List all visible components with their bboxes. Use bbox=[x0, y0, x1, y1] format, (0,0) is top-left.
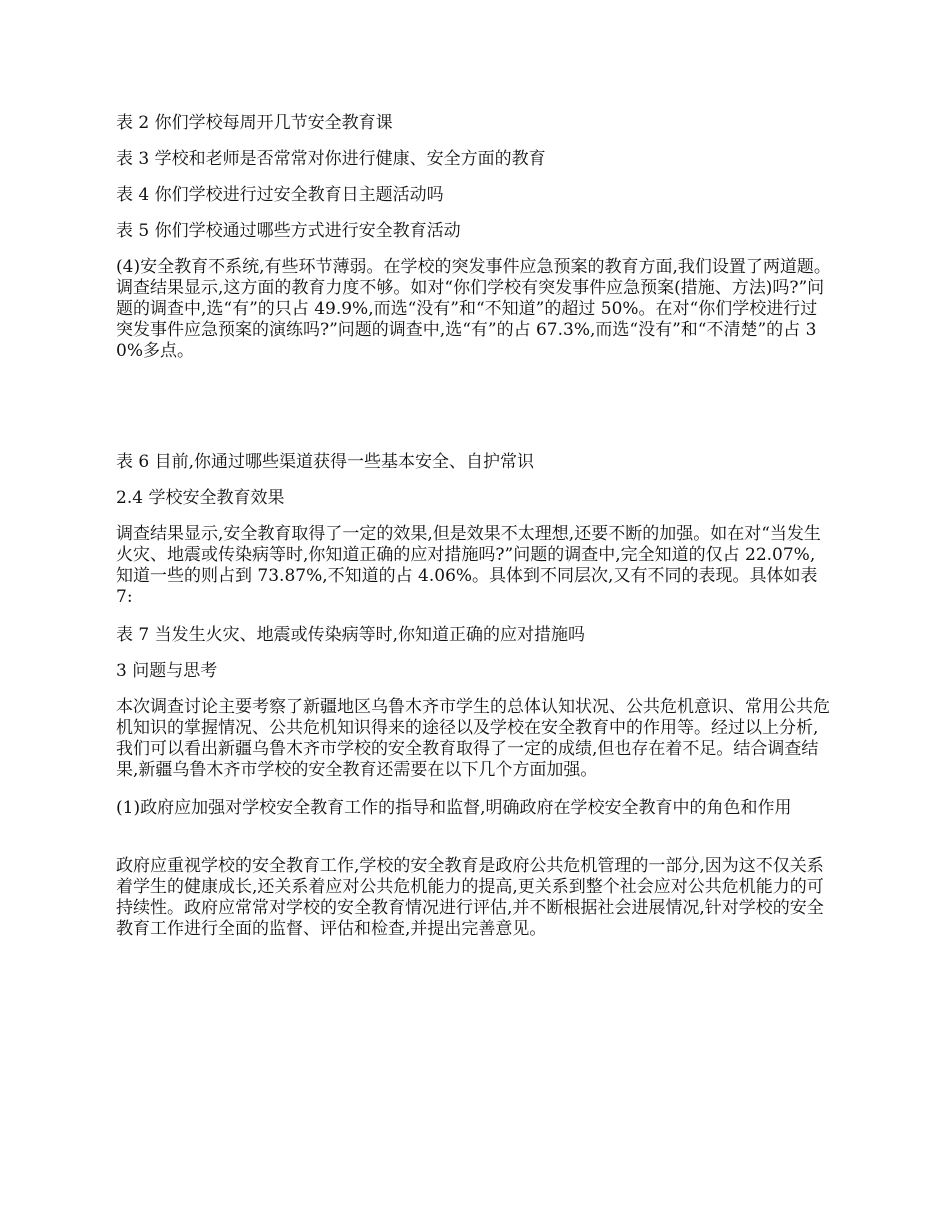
subheading-1: (1)政府应加强对学校安全教育工作的指导和监督,明确政府在学校安全教育中的角色和作用 bbox=[116, 798, 792, 818]
table-caption-4: 表 4 你们学校进行过安全教育日主题活动吗 bbox=[116, 185, 444, 205]
body-paragraph-discussion: 本次调查讨论主要考察了新疆地区乌鲁木齐市学生的总体认知状况、公共危机意识、常用公共危机知识的掌握情况、公共危机知识得来的途径以及学校在安全教育中的作用等。经过以上分析,我们可以看出新疆乌鲁木齐市学校的安全教育取得了一定的成绩,但也存在着不足。结合调查结果,新疆乌鲁木齐市学校的安全教育还需要在以下几个方面加强。 bbox=[116, 697, 830, 780]
table-caption-7: 表 7 当发生火灾、地震或传染病等时,你知道正确的应对措施吗 bbox=[116, 625, 586, 645]
table-caption-6: 表 6 目前,你通过哪些渠道获得一些基本安全、自护常识 bbox=[116, 452, 535, 472]
body-paragraph-4: (4)安全教育不系统,有些环节薄弱。在学校的突发事件应急预案的教育方面,我们设置了两道题。调查结果显示,这方面的教育力度不够。如对“你们学校有突发事件应急预案(措施、方法)吗?”问题的调查中,选“有”的只占 49.9%,而选“没有”和“不知道”的超过 50%。在对“你们学校进行过突发事件应急预案的演练吗?”问题的调查中,选“有”的占 67.3%,而选“没有”和“不清楚”的占 30%多点。 bbox=[116, 257, 831, 361]
table-caption-2: 表 2 你们学校每周开几节安全教育课 bbox=[116, 113, 393, 133]
section-heading-3: 3 问题与思考 bbox=[116, 661, 218, 681]
body-paragraph-effect: 调查结果显示,安全教育取得了一定的效果,但是效果不太理想,还要不断的加强。如在对“当发生火灾、地震或传染病等时,你知道正确的应对措施吗?”问题的调查中,完全知道的仅占 22.07%,知道一些的则占到 73.87%,不知道的占 4.06%。具体到不同层次,又有不同的表现。具体如表 7: bbox=[116, 524, 821, 607]
section-heading-2-4: 2.4 学校安全教育效果 bbox=[116, 488, 285, 508]
body-paragraph-government: 政府应重视学校的安全教育工作,学校的安全教育是政府公共危机管理的一部分,因为这不仅关系着学生的健康成长,还关系着应对公共危机能力的提高,更关系到整个社会应对公共危机能力的可持续性。政府应常常对学校的安全教育情况进行评估,并不断根据社会进展情况,针对学校的安全教育工作进行全面的监督、评估和检查,并提出完善意见。 bbox=[116, 856, 824, 939]
table-caption-3: 表 3 学校和老师是否常常对你进行健康、安全方面的教育 bbox=[116, 149, 546, 169]
table-caption-5: 表 5 你们学校通过哪些方式进行安全教育活动 bbox=[116, 221, 461, 241]
